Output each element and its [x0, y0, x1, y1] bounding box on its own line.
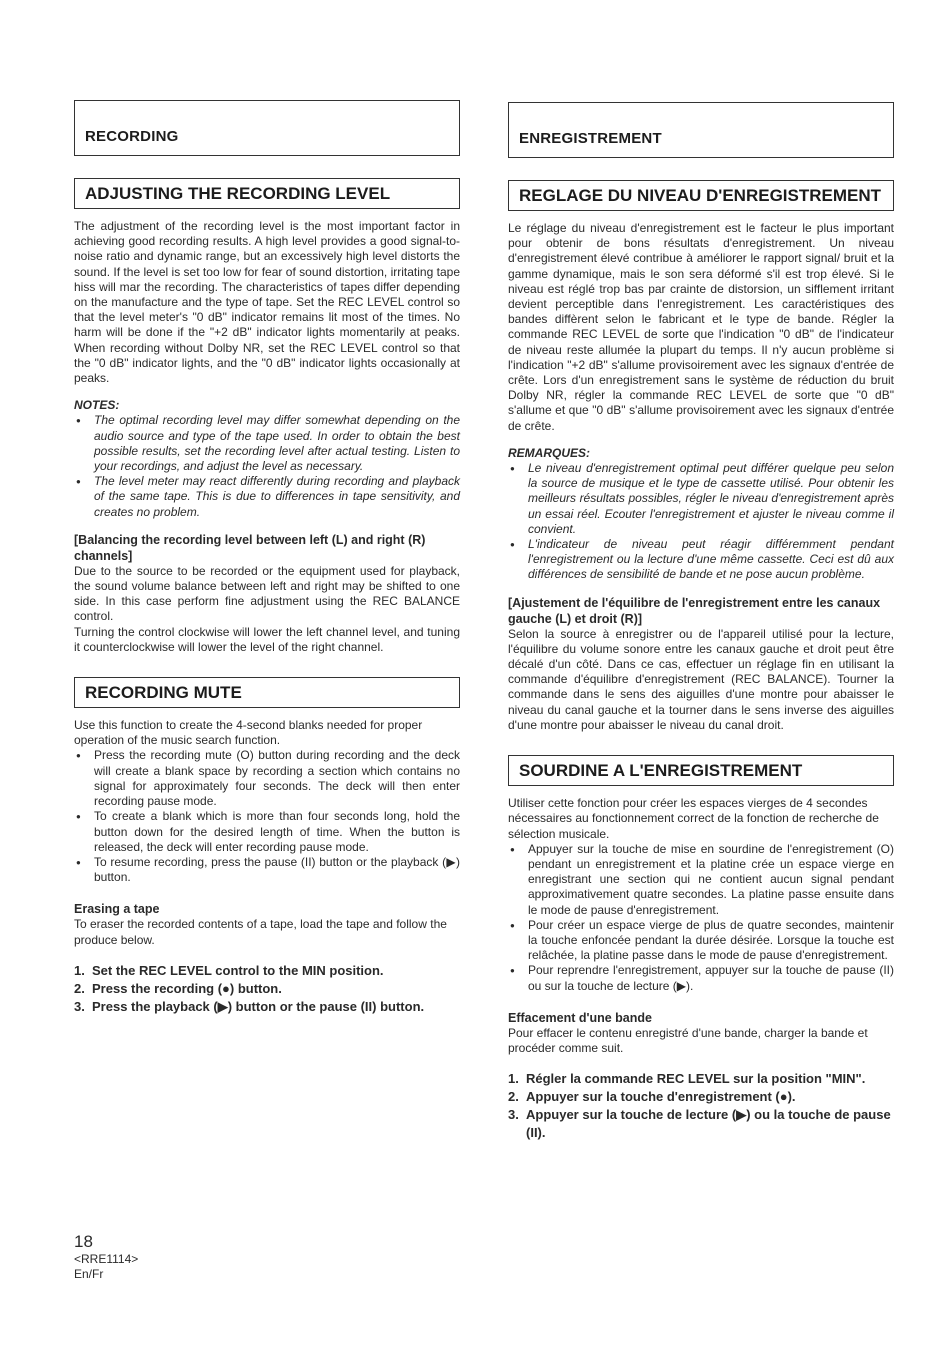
list-item: ● Press the recording mute (O) button during recording and the deck will create a blank space by recording a section which contains no signal for approximately four seconds. The deck will then enter recording pause mode.	[74, 748, 460, 809]
document-code: <RRE1114>	[74, 1252, 139, 1266]
sourdine-list	[508, 842, 894, 994]
list-item: ● Pour créer un espace vierge de plus de quatre secondes, maintenir la touche enfoncée pendant la durée désirée. Lorsque la touche est relâchée, la platine passe dans le mode de pause d'enregistrement.	[508, 918, 894, 964]
enregistrement-header-box	[508, 102, 894, 158]
effacement-body: Pour effacer le contenu enregistré d'une bande, charger la bande et procéder comme suit.	[508, 1025, 868, 1055]
remarques-list	[508, 461, 894, 583]
balance-body: Due to the source to be recorded or the equipment used for playback, the sound volume balance between left and right may be shifted to one side. In this case perform fine adjustment using the REC BALANCE control.	[74, 563, 460, 624]
effacement-steps	[508, 1070, 894, 1142]
step-item: 2. Press the recording (●) button.	[74, 980, 282, 996]
mute-list	[74, 748, 460, 885]
list-item: ● Pour reprendre l'enregistrement, appuyer sur la touche de pause (II) ou sur la touche de lecture (▶).	[508, 963, 894, 993]
list-item: ● Le niveau d'enregistrement optimal peut différer quelque peu selon la source de musique et le type de cassette utilisé. Pour obtenir les meilleurs résultats possibles, régler le niveau d'enregistrement après un essai réel. Ecouter l'enregistrement et ajuster le niveau comme il convient.	[508, 461, 894, 537]
adjusting-level-title: ADJUSTING THE RECORDING LEVEL	[74, 178, 460, 209]
step-item: 1. Régler la commande REC LEVEL sur la position "MIN".	[508, 1071, 866, 1087]
french-column	[508, 102, 894, 1142]
erase-steps	[74, 962, 460, 1016]
recording-mute-title: RECORDING MUTE	[74, 677, 460, 708]
recording-mute-intro: Use this function to create the 4-second blanks needed for proper operation of the music search function.	[74, 718, 423, 748]
english-column	[74, 100, 460, 1016]
recording-header-box	[74, 100, 460, 156]
sourdine-title: SOURDINE A L'ENREGISTREMENT	[508, 755, 894, 786]
list-item: ● Appuyer sur la touche de mise en sourdine de l'enregistrement (O) pendant un enregistrement et la platine crée un espace vierge en enregistrant une section qui ne contient aucun signal pendant approximativement quatre secondes. La platine passe ensuite dans le mode de pause d'enregistrement.	[508, 842, 894, 918]
page-number: 18	[74, 1232, 93, 1251]
step-item: 3. Press the playback (▶) button or the pause (II) button.	[74, 998, 425, 1014]
step-item: 3. Appuyer sur la touche de lecture (▶) ou la touche de pause (II).	[508, 1107, 891, 1141]
equilibre-heading: [Ajustement de l'équilibre de l'enregistrement entre les canaux gauche (L) et droit (R)]	[508, 595, 881, 626]
effacement-heading: Effacement d'une bande	[508, 1010, 652, 1025]
erasing-heading: Erasing a tape	[74, 902, 160, 917]
remarques-heading: REMARQUES:	[508, 445, 591, 460]
balance-body-2: Turning the control clockwise will lower the left channel level, and tuning it counterclockwise will lower the level of the right channel.	[74, 624, 460, 654]
page-footer	[74, 1232, 138, 1282]
list-item: ● To resume recording, press the pause (II) button or the playback (▶) button.	[74, 855, 460, 885]
reglage-niveau-title: REGLAGE DU NIVEAU D'ENREGISTREMENT	[508, 180, 894, 211]
list-item: ● The level meter may react differently during recording and playback of the same tape. This is due to differences in tape sensitivity, and creates no problem.	[74, 474, 460, 520]
list-item: ● The optimal recording level may differ somewhat depending on the audio source and type of the tape used. In order to obtain the best possible results, set the recording level after actual testing. Listen to your recordings, and adjust the level as necessary.	[74, 413, 460, 474]
step-item: 2. Appuyer sur la touche d'enregistrement (●).	[508, 1089, 796, 1105]
notes-heading: NOTES:	[74, 398, 120, 413]
language-code: En/Fr	[74, 1267, 104, 1281]
enregistrement-header: ENREGISTREMENT	[519, 130, 662, 147]
adjusting-level-body: The adjustment of the recording level is the most important factor in achieving good recording results. A high level provides a good signal-to-noise ratio and dynamic range, but an excessively high level distorts the sound. If the level is set too low for fear of sound distortion, irritating tape hiss will mar the recording. The characteristics of tapes differ depending on the manufacture and the type of tape. Set the REC LEVEL control so that the level meter's "0 dB" indicator remains lit most of the times. No harm will be done if the "+2 dB" indicator lights momentarily at peaks. When recording without Dolby NR, set the REC LEVEL control so that the "0 dB" indicator lights, and the "0 dB" indicator lights occasionally at peaks.	[74, 219, 460, 386]
reglage-niveau-body: Le réglage du niveau d'enregistrement est le facteur le plus important pour obtenir de bons résultats d'enregistrement. Un niveau d'enregistrement élevé contribue à améliorer le rapport signal/ bruit et la gamme dynamique, mais le son sera déformé s'il est trop élevé. Si le niveau est réglé trop bas par crainte de distorsion, un sifflement irritant devient perceptible dans l'enregistrement. Les caractéristiques des bandes diffèrent selon le fabricant et le type de bande. Régler la commande REC LEVEL de sorte que l'indication "0 dB" de l'indicateur de niveau reste allumée la plupart du temps. Il n'y aucun problème si l'indication "+2 dB" s'allume provisoirement avec les signaux d'entrée de crête. Lors d'un enregistrement sans le système de réduction du bruit Dolby NR, régler la commande REC LEVEL de sorte que "0 dB" s'allume et que "0 dB" s'allume provisoirement avec les signaux d'entrée de crête.	[508, 221, 894, 433]
equilibre-body: Selon la source à enregistrer ou de l'appareil utilisé pour la lecture, l'équilibre du volume sonore entre les canaux gauche et droit peut être décalé d'un côté. Dans ce cas, effectuer un réglage fin en utilisant la commande d'équilibre d'enregistrement (REC BALANCE). Tourner la commande dans le sens des aiguilles d'une montre pour abaisser le niveau du canal gauche et la tourner dans le sens inverse des aiguilles d'une montre pour abaisser le niveau du canal droit.	[508, 626, 894, 732]
list-item: ● To create a blank which is more than four seconds long, hold the button down for the desired length of time. When the button is released, the deck will enter recording pause mode.	[74, 809, 460, 855]
sourdine-intro: Utiliser cette fonction pour créer les espaces vierges de 4 secondes nécessaires au fonctionnement correct de la fonction de recherche de sélection musicale.	[508, 796, 879, 841]
balance-heading: [Balancing the recording level between left (L) and right (R) channels]	[74, 532, 426, 563]
recording-header: RECORDING	[85, 128, 179, 145]
erasing-body: To eraser the recorded contents of a tape, load the tape and follow the produce below.	[74, 917, 447, 947]
list-item: ● L'indicateur de niveau peut réagir différemment pendant l'enregistrement ou la lecture d'une même cassette. Ceci est dû aux différences de sensibilité de bande et ne pose aucun problème.	[508, 537, 894, 583]
step-item: 1. Set the REC LEVEL control to the MIN position.	[74, 962, 384, 978]
notes-list	[74, 413, 460, 519]
